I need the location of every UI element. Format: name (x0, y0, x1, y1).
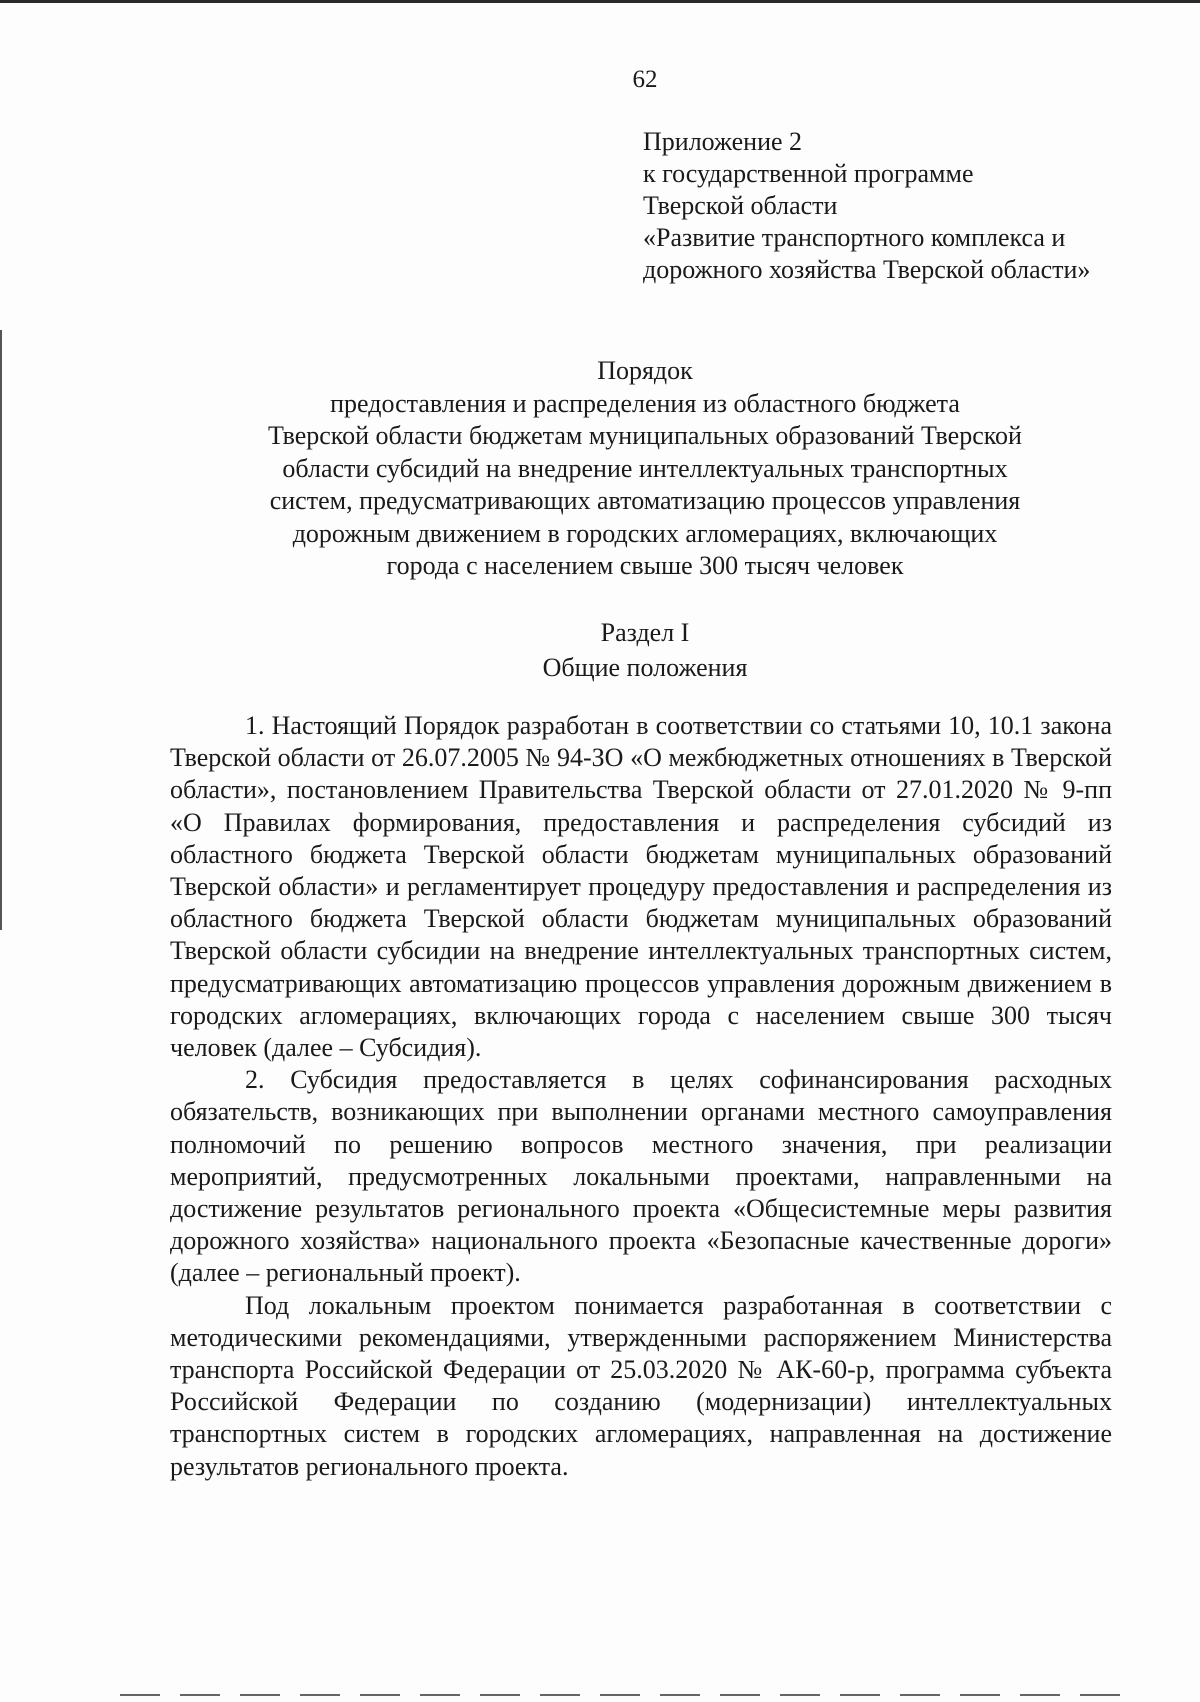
title-line: систем, предусматривающих автоматизацию процессов управления (269, 486, 1021, 515)
appendix-line: к государственной программе (643, 159, 974, 188)
scan-edge-top (0, 0, 1200, 3)
appendix-line: дорожного хозяйства Тверской области» (643, 255, 1091, 284)
section-number: Раздел I (600, 618, 690, 647)
title-line: области субсидий на внедрение интеллектуальных транспортных (282, 453, 1008, 483)
paragraph-2: 2. Субсидия предоставляется в целях софинансирования расходных обязательств, возникающих при выполнении органами местного самоуправления полномочий по решению вопросов местного значения, при реализации мероприятий, предусмотренных локальными проектами, направленными на достижение результатов регионального проекта «Общесистемные меры развития дорожного хозяйства» национального проекта «Безопасные качественные дороги» (далее – региональный проект). (170, 1065, 1112, 1288)
title-line: города с населением свыше 300 тысяч человек (386, 551, 904, 580)
paragraph-3: Под локальным проектом понимается разработанная в соответствии с методическими рекомендациями, утвержденными распоряжением Министерства транспорта Российской Федерации от 25.03.2020 № АК-60-р, программа субъекта Российской Федерации по созданию (модернизации) интеллектуальных транспортных систем в городских агломерациях, направленная на достижение результатов регионального проекта. (170, 1290, 1112, 1481)
paragraph-1: 1. Настоящий Порядок разработан в соответствии со статьями 10, 10.1 закона Тверской области от 26.07.2005 № 94-ЗО «О межбюджетных отношениях в Тверской области», постановлением Правительства Тверской области от 27.01.2020 № 9-пп «О Правилах формирования, предоставления и распределения субсидий из областного бюджета Тверской области бюджетам муниципальных образований Тверской области» и регламентирует процедуру предоставления и распределения из областного бюджета Тверской области бюджетам муниципальных образований Тверской области субсидии на внедрение интеллектуальных транспортных систем, предусматривающих автоматизацию процессов управления дорожным движением в городских агломерациях, включающих города с населением свыше 300 тысяч человек (далее – Субсидия). (170, 711, 1112, 1063)
scan-edge-bottom (120, 1694, 1120, 1696)
body-text (170, 710, 1112, 1483)
appendix-header (643, 126, 1090, 286)
page-number: 62 (632, 66, 658, 93)
section-name: Общие положения (542, 653, 748, 682)
appendix-line: Тверской области (643, 191, 838, 220)
title-line: Порядок (597, 356, 693, 385)
appendix-line: «Развитие транспортного комплекса и (643, 223, 1066, 252)
title-line: дорожным движением в городских агломерациях, включающих (292, 518, 998, 548)
title-line: предоставления и распределения из областного бюджета (330, 388, 960, 418)
section-heading (0, 615, 1200, 685)
document-title (0, 355, 1200, 583)
appendix-line: Приложение 2 (643, 127, 803, 156)
title-line: Тверской области бюджетам муниципальных образований Тверской (268, 421, 1022, 450)
